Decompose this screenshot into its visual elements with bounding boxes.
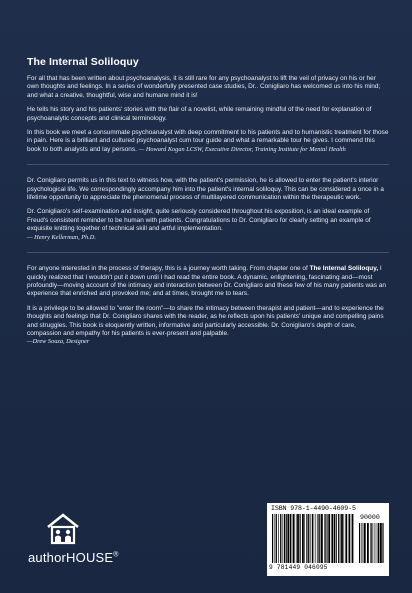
isbn-label: ISBN 978-1-4490-4609-5 [271, 505, 356, 512]
barcode-stripe [325, 514, 326, 563]
barcode-stripe [336, 514, 337, 563]
barcode-stripe [280, 514, 281, 563]
barcode-stripe [287, 514, 289, 563]
barcode-stripe [328, 514, 330, 563]
barcode-stripe [304, 514, 305, 563]
book-title-inline: The Internal Soliloquy, [309, 265, 379, 273]
barcode-stripe [367, 523, 369, 563]
barcode-stripe [371, 523, 372, 563]
barcode-stripe [293, 514, 295, 563]
book-title: The Internal Soliloquy [27, 56, 139, 68]
barcode-stripe [297, 514, 299, 563]
barcode-stripe [352, 514, 354, 563]
barcode-stripe [276, 514, 277, 563]
barcode-stripe [338, 514, 339, 563]
house-people-icon [46, 512, 80, 546]
blurb-kellerman [27, 177, 389, 242]
barcode-stripe [310, 514, 311, 563]
attribution: — Howard Kogan LCSW, Executive Director, Training Institute for Mental Health [138, 145, 346, 153]
barcode-stripe [341, 514, 343, 563]
barcode-stripe [292, 514, 293, 563]
barcode-stripe [314, 514, 315, 563]
barcode-stripe [344, 514, 345, 563]
divider [27, 252, 389, 253]
barcode-stripe [340, 514, 341, 563]
barcode-stripe [376, 523, 377, 563]
blurb-paragraph: In this book we meet a consummate psychoanalyst with deep commitment to his patients and to humanistic treatment for those in pain. Here is a brilliant and cultured psychoanalyst cum tour guide and what a remarkable tour he gives. I commend this book to both analysts and lay persons. — Howard Kogan LCSW, Executive Director, Training Institute for Mental Health [27, 129, 389, 153]
barcode-stripe [275, 514, 276, 563]
ean-digits: 9 781449 046095 [269, 564, 328, 571]
price-code: 90000 [360, 514, 380, 521]
barcode-stripe [302, 514, 304, 563]
barcode-stripe [327, 514, 328, 563]
barcode-stripe [284, 514, 285, 563]
barcode-stripe [374, 523, 375, 563]
blurb-paragraph: For anyone interested in the process of therapy, this is a journey worth taking. From chapter one of The Internal Soliloquy, I quickly realized that I wouldn't put it down until I had read the entire book. A dynamic, enlightening, fascinating and—most profoundly—moving account of the intimacy and interaction between Dr. Conigliaro and these few of his many patients was an experience that enriched and provoked me; and at times, brought me to tears. [27, 265, 386, 298]
barcode-bars [272, 514, 354, 563]
barcode-stripe [317, 514, 318, 563]
blurb-paragraph: Dr. Conigliaro's self-examination and insight, quite seriously considered throughout his exposition, is an ideal example of Freud's consistent reminder to be human with patients. Congratulations to Dr. Conigliaro for clearly setting an example of exquisite knitting together of technical skill and artful implementation. — Henry Kellerman, Ph.D. [27, 208, 389, 242]
barcode-stripe [308, 514, 309, 563]
barcode-stripe [378, 523, 380, 563]
barcode-stripe [334, 514, 335, 563]
barcode-stripe [316, 514, 317, 563]
barcode-stripe [286, 514, 287, 563]
barcode-stripe [364, 523, 366, 563]
blurb-column [27, 56, 389, 353]
barcode-stripe [345, 514, 347, 563]
barcode-stripe [321, 514, 323, 563]
barcode-stripe [331, 514, 333, 563]
barcode-stripe [349, 514, 351, 563]
barcode-stripe [363, 523, 364, 563]
barcode-stripe [272, 514, 273, 563]
barcode-stripe [382, 523, 383, 563]
barcode-stripe [278, 514, 279, 563]
blurb-paragraph: It is a privilege to be allowed to "enter the room"—to share the intimacy between therapist and patient—and to experience the thoughts and feelings that Dr. Conigliaro shares with the reader, as he reflects upon his patients' unique and compelling pains and struggles. This book is eloquently written, informative and particularly accessible. Dr. Conigliaro's depth of care, compassion and empathy for his patients is ever-present and palpable. —Drew Souza, Designer [27, 305, 389, 347]
blurb-souza [27, 265, 389, 347]
divider [27, 164, 389, 165]
barcode-stripe [296, 514, 297, 563]
barcode-stripe [312, 514, 313, 563]
blurb-paragraph: Dr. Conigliaro permits us in this text to witness how, with the patient's permission, he is allowed to enter the patient's interior psychological life. We correspondingly accompany him into the patient's internal soliloquy. This can be considered a once in a lifetime opportunity to appreciate the phenomenal process of multilayered communication within the therapeutic work. [27, 177, 384, 202]
barcode-stripe [319, 514, 320, 563]
barcode-stripe [324, 514, 325, 563]
barcode-stripe [300, 514, 301, 563]
barcode-stripe [290, 514, 291, 563]
price-barcode-bars [359, 523, 385, 563]
isbn-barcode [267, 503, 389, 576]
blurb-kogan [27, 75, 389, 154]
attribution: —Drew Souza, Designer [27, 338, 90, 346]
blurb-paragraph: He tells his story and his patients' stories with the flair of a novelist, while remaining mindful of the need for explanation of psychoanalytic concepts and clinical terminology. [27, 106, 372, 122]
barcode-stripe [306, 514, 307, 563]
publisher-logo [28, 512, 148, 572]
publisher-name: authorHOUSE® [28, 550, 119, 565]
barcode-stripe [282, 514, 283, 563]
barcode-stripe [370, 523, 371, 563]
barcode-stripe [362, 523, 363, 563]
blurb-paragraph: For all that has been written about psychoanalysis, it is still rare for any psychoanalyst to lift the veil of privacy on his or her own thoughts and feelings. In a series of wonderfully presented case studies, Dr.. Conigliaro has welcomed us into his mind; and what a creative, thoughtful, wise and humane mind it is! [27, 75, 381, 99]
attribution: — Henry Kellerman, Ph.D. [27, 233, 96, 241]
barcode-stripe [359, 523, 360, 563]
barcode-stripe [380, 523, 382, 563]
